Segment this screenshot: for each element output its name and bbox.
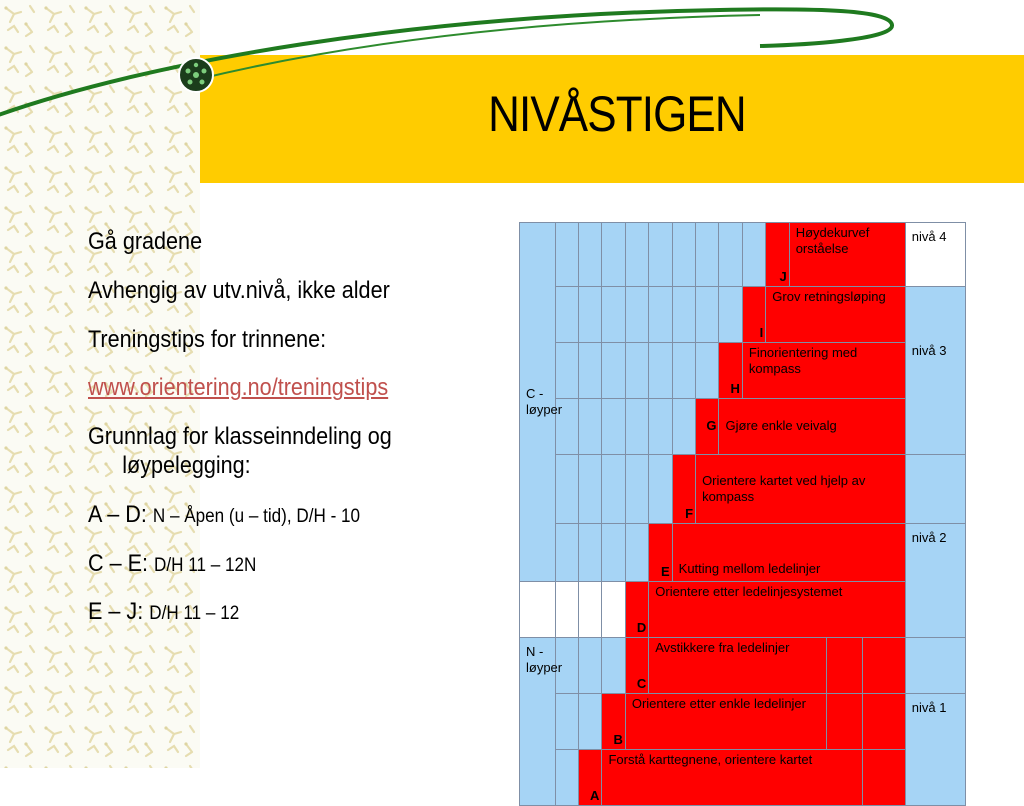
step-desc-h: Finorientering med kompass xyxy=(742,343,905,399)
step-desc-d: Orientere etter ledelinjesystemet xyxy=(649,582,906,638)
ladder-row-i xyxy=(520,287,966,343)
level-2: nivå 2 xyxy=(905,524,965,638)
level-4: nivå 4 xyxy=(905,223,965,287)
ladder-row-b xyxy=(520,694,966,750)
step-desc-a: Forstå karttegnene, orientere kartet xyxy=(602,750,863,806)
step-desc-i: Grov retningsløping xyxy=(766,287,905,343)
step-letter-g: G xyxy=(696,399,719,455)
ladder-row-g xyxy=(520,399,966,455)
step-letter-c: C xyxy=(625,638,648,694)
bullet-item: Avhengig av utv.nivå, ikke alder xyxy=(88,276,390,304)
step-letter-e: E xyxy=(649,524,672,582)
step-desc-b: Orientere etter enkle ledelinjer xyxy=(625,694,827,750)
bullet-item xyxy=(88,374,466,403)
ladder-row-h xyxy=(520,343,966,399)
bullet-list xyxy=(88,228,466,647)
bullet-item: C – E: D/H 11 – 12N xyxy=(88,549,257,577)
slide-title: NIVÅSTIGEN xyxy=(488,86,746,142)
ladder-row-j xyxy=(520,223,966,287)
level-3: nivå 3 xyxy=(905,287,965,455)
step-desc-f: Orientere kartet ved hjelp av kompass xyxy=(696,455,906,524)
ladder-row-f xyxy=(520,455,966,524)
step-letter-h: H xyxy=(719,343,742,399)
ladder-row-c xyxy=(520,638,966,694)
bullet-item: Gå gradene xyxy=(88,228,203,255)
level-1: nivå 1 xyxy=(905,694,965,806)
step-desc-c: Avstikkere fra ledelinjer xyxy=(649,638,827,694)
ladder-row-e xyxy=(520,524,966,582)
step-letter-i: I xyxy=(742,287,765,343)
step-letter-f: F xyxy=(672,455,695,524)
step-letter-a: A xyxy=(579,750,602,806)
bullet-item: Treningstips for trinnene: xyxy=(88,325,327,353)
step-desc-g: Gjøre enkle veivalg xyxy=(719,399,905,455)
step-letter-d: D xyxy=(625,582,648,638)
step-letter-j: J xyxy=(766,223,789,287)
ladder-row-a xyxy=(520,750,966,806)
step-desc-e: Kutting mellom ledelinjer xyxy=(672,524,905,582)
step-letter-b: B xyxy=(602,694,625,750)
bullet-item: Grunnlag for klasseinndeling og løypelegging: xyxy=(88,423,392,479)
bullet-item: A – D: N – Åpen (u – tid), D/H - 10 xyxy=(88,500,361,528)
step-desc-j: Høydekurvef orståelse xyxy=(789,223,905,287)
treningstips-link[interactable]: www.orientering.no/treningstips xyxy=(88,374,389,402)
globe-icon xyxy=(177,56,215,94)
group-n: N - løyper xyxy=(520,638,556,806)
level-ladder-table xyxy=(519,222,966,806)
group-c: C - løyper xyxy=(520,223,556,582)
ladder-row-d xyxy=(520,582,966,638)
bullet-item: E – J: D/H 11 – 12 xyxy=(88,598,240,626)
